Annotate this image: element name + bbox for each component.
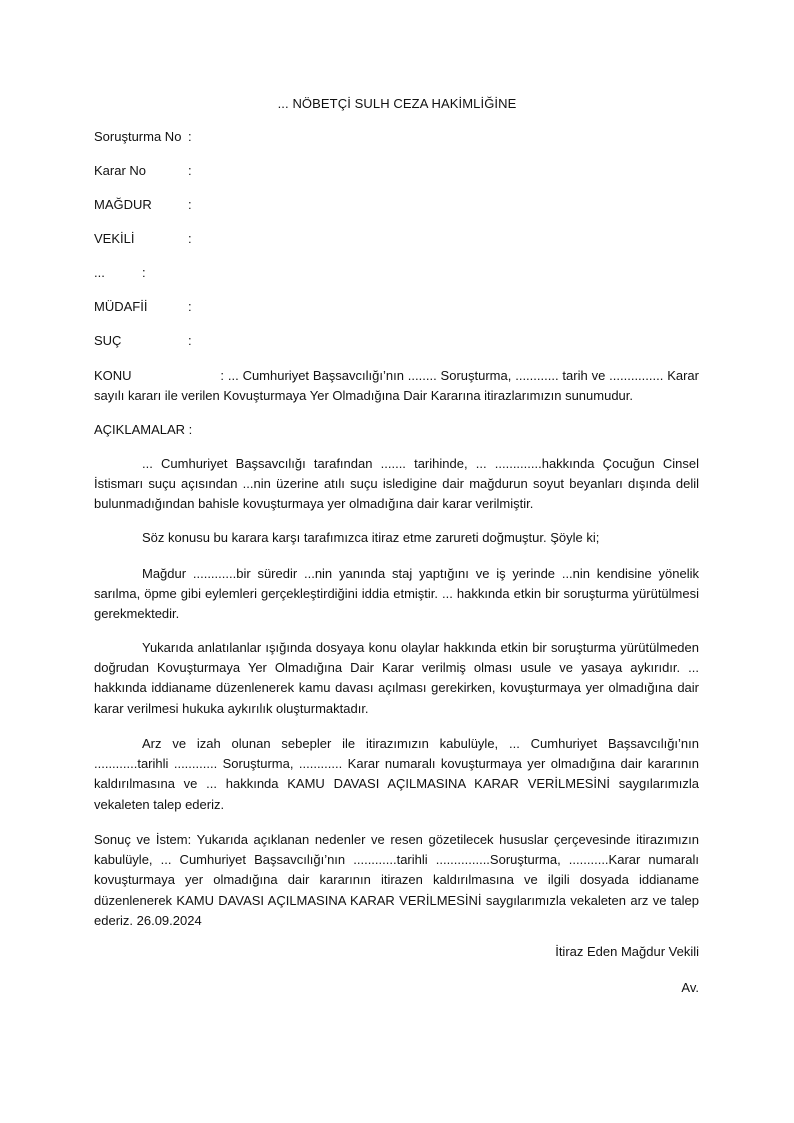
konu-paragraph: KONU : ... Cumhuriyet Başsavcılığı’nın ........ Soruşturma, ............ tarih ve ............... Karar sayılı kararı ile verilen Kovuşturmaya Yer Olmadığına Dair Kararına itirazlarımızın sunumudur. <box>94 368 699 404</box>
field-colon: : <box>188 231 192 246</box>
body-paragraph: Söz konusu bu karara karşı tarafımızca itiraz etme zarureti doğmuştur. Şöyle ki; <box>142 530 600 545</box>
field-label: Soruşturma No <box>94 129 182 144</box>
field-label: Karar No <box>94 163 147 178</box>
aciklamalar-heading: AÇIKLAMALAR : <box>94 422 193 437</box>
body-paragraph: ... Cumhuriyet Başsavcılığı tarafından ....... tarihinde, ... .............hakkında Çocuğun Cinsel İstismarı suçu açısından ...nin üzerine atılı suçu isledigine dair mağdurun soyut beyanları dışında delil bulunmadığından bahisle kovuşturmaya yer olmadığına dair karar verilmiştir. <box>94 456 699 512</box>
body-paragraph: Arz ve izah olunan sebepler ile itirazımızın kabulüyle, ... Cumhuriyet Başsavcılığı’nın ............tarihli ............ Soruşturma, ............ Karar numaralı kovuşturmaya yer olmadığına dair kararının kaldırılmasına ve ... hakkında KAMU DAVASI AÇILMASINA KARAR VERİLMESİNİ saygılarımızla vekaleten talep ederiz. <box>94 736 699 812</box>
field-colon: : <box>188 129 192 144</box>
field-colon: : <box>188 163 192 178</box>
field-colon: : <box>188 299 192 314</box>
body-paragraph: Mağdur ............bir süredir ...nin yanında staj yaptığını ve iş yerinde ...nin kendisine yönelik sarılma, öpme gibi eylemleri gerçekleştirdiğini iddia etmiştir. ... hakkında etkin bir soruşturma yürütülmesi gerekmektedir. <box>94 566 699 622</box>
body-paragraph: Yukarıda anlatılanlar ışığında dosyaya konu olaylar hakkında etkin bir soruşturma yürütülmeden doğrudan Kovuşturmaya Yer Olmadığına Dair Karar verilmiş olması usule ve yasaya aykırıdır. ... hakkında iddianame düzenlenerek kamu davası açılması gerekirken, kovuşturmaya yer olmadığına dair karar verilmesi hukuka aykırılık oluşturmaktadır. <box>94 640 699 716</box>
field-label: VEKİLİ <box>94 231 135 246</box>
sonuc-ve-istem: Sonuç ve İstem: Yukarıda açıklanan nedenler ve resen gözetilecek hususlar çerçevesinde itirazımızın kabulüyle, ... Cumhuriyet Başsavcılığı’nın ............tarihli ...............Soruşturma, ...........Karar numaralı kovuşturmaya yer olmadığına dair kararının itirazen kaldırılmasına ve ilgili dosyada iddianame düzenlenerek KAMU DAVASI AÇILMASINA KARAR VERİLMESİNİ saygılarımızla vekaleten arz ve talep ederiz. 26.09.2024 <box>94 832 699 928</box>
signature-line: İtiraz Eden Mağdur Vekili <box>555 944 699 959</box>
field-label: MÜDAFİİ <box>94 299 148 314</box>
field-label: SUÇ <box>94 333 122 348</box>
field-colon: : <box>188 333 192 348</box>
field-label: ... <box>94 265 105 280</box>
document-title: ... NÖBETÇİ SULH CEZA HAKİMLİĞİNE <box>277 96 517 111</box>
field-colon: : <box>142 265 146 280</box>
attorney-label: Av. <box>681 980 699 995</box>
field-label: MAĞDUR <box>94 197 152 212</box>
field-colon: : <box>188 197 192 212</box>
